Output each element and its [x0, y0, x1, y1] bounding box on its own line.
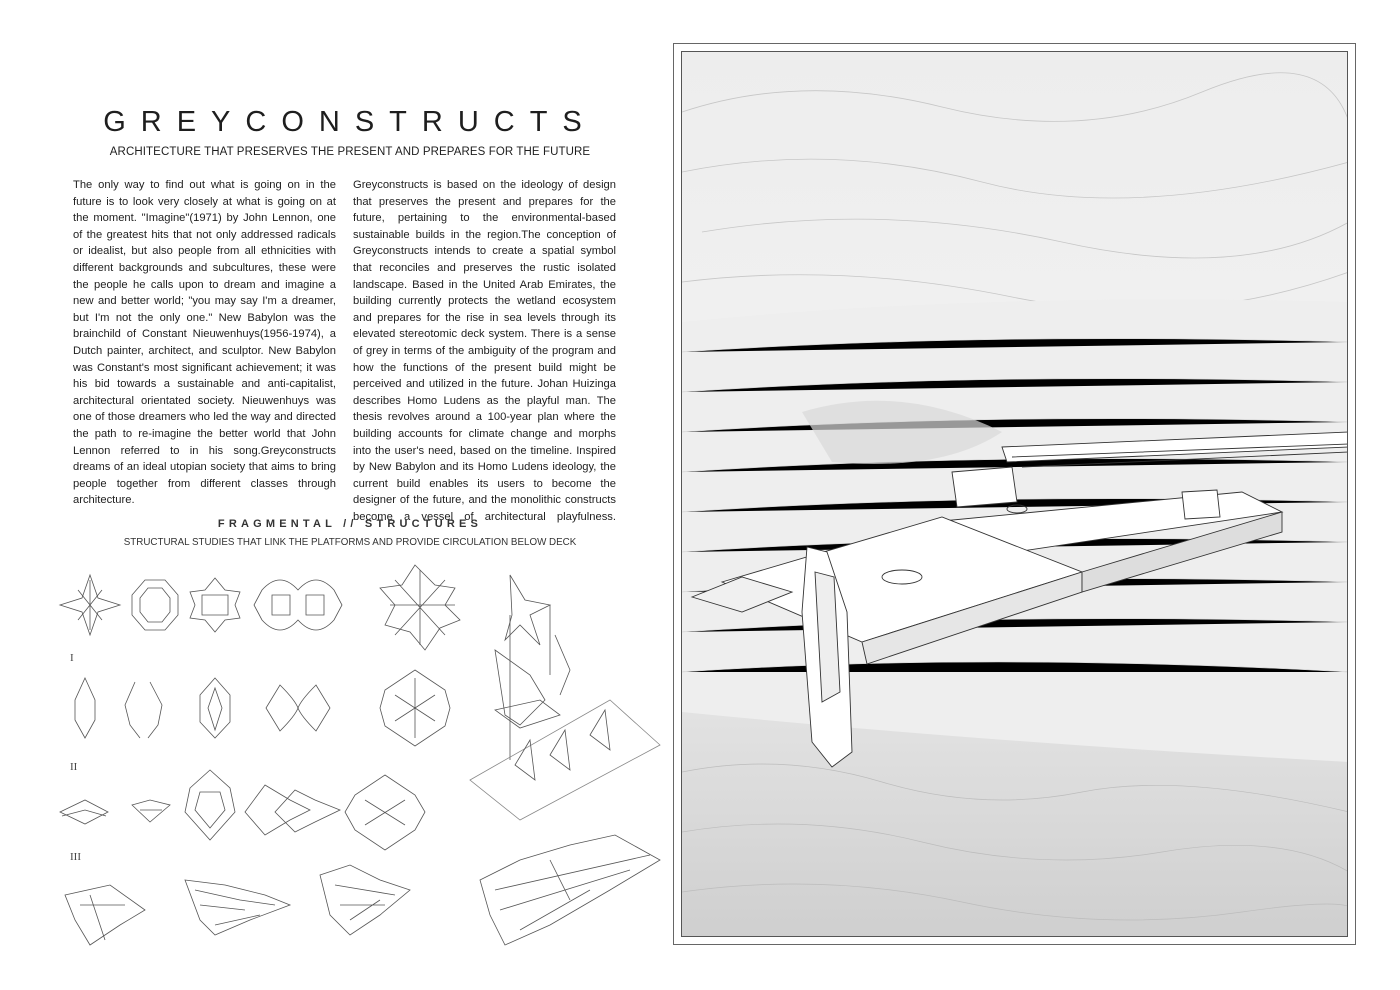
- study-row-2: [75, 635, 660, 820]
- section-subtitle: STRUCTURAL STUDIES THAT LINK THE PLATFORMS AND PROVIDE CIRCULATION BELOW DECK: [123, 537, 577, 548]
- body-text-column-2: Greyconstructs is based on the ideology of design that preserves the present and prepares for the future, pertaining to the environmental-based sustainable builds in the region.The conception of Greyconstructs intends to create a spatial symbol that reconciles and preserves the rustic isolated landscape. Based in the United Arab Emirates, the building currently protects the wetland ecosystem and prepares for the rise in sea levels through its elevated stereotomic deck system. There is a sense of grey in terms of the ambiguity of the program and how the functions of the present build might be perceived and utilized in the future. Johan Huizinga describes Homo Ludens as the playful man. The thesis revolves around a 100-year plan where the building accounts for climate change and morphs into the user's need, based on the timeline. Inspired by New Babylon and its Homo Ludens ideology, the current build enables its users to become the designer of the future, and the monolithic constructs become a vessel of architectural playfulness.: [353, 179, 616, 523]
- row-label-2: II: [70, 761, 78, 773]
- aerial-rendering-drawing: [682, 52, 1348, 937]
- study-row-3: [60, 770, 425, 850]
- study-row-4: [65, 835, 660, 945]
- page-subtitle: ARCHITECTURE THAT PRESERVES THE PRESENT AND PREPARES FOR THE FUTURE: [109, 146, 591, 158]
- row-label-1: I: [70, 652, 74, 664]
- row-label-3: III: [70, 851, 81, 863]
- body-text-column-1: The only way to find out what is going on in the future is to look very closely at what is going on at the moment. "Imagine"(1971) by John Lennon, one of the greatest hits that not only addressed radicals or idealist, but also people from all ethnicities with different backgrounds and subcultures, these were the people he calls upon to dream and imagine a new and better world; "you may say I'm a dreamer, but I'm not the only one." New Babylon was the brainchild of Constant Nieuwenhuys(1956-1974), a Dutch painter, architect, and sculptor. New Babylon was Constant's most significant achievement; it was his bid towards a sustainable and anti-capitalist, architectural orientated society. Nieuwenhuys was one of those dreamers who led the way and directed the path to re-imagine the better world that John Lennon referred to in his song.Greyconstructs dreams of an ideal utopian society that aims to bring people together from different classes through architecture.: [73, 179, 336, 507]
- page-title: GREYCONSTRUCTS: [103, 106, 597, 138]
- block-building: [952, 467, 1017, 507]
- structural-studies-drawing: [50, 560, 670, 960]
- section-title: FRAGMENTAL // STRUCTURES: [217, 518, 483, 530]
- study-row-1: [60, 565, 550, 760]
- aerial-rendering: [681, 51, 1348, 937]
